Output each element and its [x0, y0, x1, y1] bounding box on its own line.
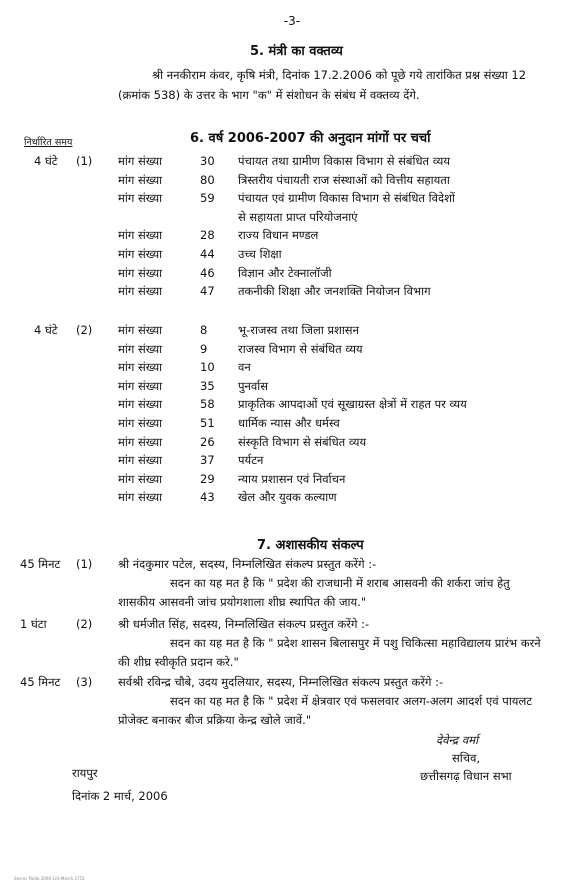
demand-label: मांग संख्या [118, 341, 163, 356]
demand-label: मांग संख्या [118, 247, 163, 261]
section5-line2: (क्रमांक 538) के उत्तर के भाग "क" में संशोधन के संबंध में वक्तव्य देंगे. [118, 88, 420, 102]
demand-number: 59 [200, 191, 215, 206]
resolution-text: सदन का यह मत है कि " प्रदेश में क्षेत्रवार एवं फसलवार अलग-अलग आदर्श एवं पायलट [170, 694, 533, 708]
demand-number: 58 [200, 397, 215, 412]
demand-description: उच्च शिक्षा [238, 247, 282, 261]
demand-number: 47 [200, 284, 215, 299]
resolution-number: (3) [76, 675, 93, 689]
demand-number: 8 [200, 323, 208, 337]
time-header: निर्धारित समय [24, 137, 73, 148]
demand-label: मांग संख्या [118, 360, 163, 375]
demand-number: 43 [200, 490, 215, 505]
demand-label: मांग संख्या [118, 191, 163, 206]
demand-description: त्रिस्तरीय पंचायती राज संस्थाओं को वित्तीय सहायता [238, 172, 450, 187]
section7-heading: 7. अशासकीय संकल्प [257, 538, 364, 553]
demand-label: मांग संख्या [118, 453, 163, 468]
section5-heading: 5. मंत्री का वक्तव्य [250, 44, 343, 59]
demand-number: 37 [200, 453, 215, 468]
demand-number: 28 [200, 228, 215, 243]
group-time: 4 घंटे [34, 323, 58, 337]
demand-label: मांग संख्या [118, 154, 163, 168]
signature-org: छत्तीसगढ़ विधान सभा [420, 769, 512, 783]
scan-note: Secrec Paida 2004 1c0-March 2753 [14, 876, 85, 881]
resolution-time: 45 मिनट [20, 675, 61, 689]
demand-description: संस्कृति विभाग से संबंधित व्यय [238, 434, 367, 449]
demand-description: धार्मिक न्यास और धर्मस्व [238, 416, 340, 430]
demand-number: 10 [200, 360, 215, 375]
resolution-time: 1 घंटा [20, 617, 47, 631]
demand-label: मांग संख्या [118, 490, 163, 505]
page-number: -3- [283, 14, 301, 28]
demand-number: 30 [200, 154, 215, 168]
footer-date: दिनांक 2 मार्च, 2006 [72, 789, 168, 803]
demand-description: प्राकृतिक आपदाओं एवं सूखाग्रस्त क्षेत्रों में राहत पर व्यय [238, 397, 467, 412]
demand-description: पंचायत तथा ग्रामीण विकास विभाग से संबंधित व्यय [238, 154, 451, 168]
demand-description: न्याय प्रशासन एवं निर्वाचन [238, 471, 346, 486]
group-time: 4 घंटे [34, 154, 58, 168]
demand-number: 51 [200, 416, 215, 430]
resolution-text: सदन का यह मत है कि " प्रदेश शासन बिलासपुर में पशु चिकित्सा महाविद्यालय प्रारंभ करने [170, 636, 541, 650]
demand-description: पर्यटन [238, 453, 264, 468]
demand-number: 46 [200, 265, 215, 280]
demand-number: 9 [200, 341, 208, 356]
resolution-text-cont: की शीघ्र स्वीकृति प्रदान करे." [118, 655, 239, 669]
demand-label: मांग संख्या [118, 323, 163, 337]
demand-label: मांग संख्या [118, 172, 163, 187]
demand-label: मांग संख्या [118, 228, 163, 243]
resolution-mover: श्री धर्मजीत सिंह, सदस्य, निम्नलिखित संकल्प प्रस्तुत करेंगे :- [118, 617, 370, 631]
demand-description-cont: से सहायता प्राप्त परियोजनाएं [238, 209, 358, 224]
resolution-number: (2) [76, 617, 93, 631]
resolution-number: (1) [76, 557, 93, 571]
resolution-time: 45 मिनट [20, 557, 61, 571]
demand-label: मांग संख्या [118, 378, 163, 393]
section5-line1: श्री ननकीराम कंवर, कृषि मंत्री, दिनांक 17.2.2006 को पूछे गये तारांकित प्रश्न संख्या 12 [152, 68, 527, 82]
section6-heading: 6. वर्ष 2006-2007 की अनुदान मांगों पर चर्चा [190, 131, 431, 146]
group-number: (1) [76, 154, 93, 168]
group-number: (2) [76, 323, 93, 337]
demand-number: 35 [200, 378, 215, 393]
demand-label: मांग संख्या [118, 265, 163, 280]
demand-description: पुनर्वास [238, 378, 269, 393]
demand-description: विज्ञान और टेक्नालॉजी [238, 265, 332, 280]
demand-description: खेल और युवक कल्याण [238, 490, 337, 505]
demand-label: मांग संख्या [118, 416, 163, 430]
demand-number: 44 [200, 247, 215, 261]
signature-name: देवेन्द्र वर्मा [436, 733, 479, 747]
signature-title: सचिव, [452, 751, 481, 765]
demand-number: 29 [200, 471, 215, 486]
demand-label: मांग संख्या [118, 434, 163, 449]
demand-label: मांग संख्या [118, 397, 163, 412]
demand-description: राजस्व विभाग से संबंधित व्यय [238, 341, 363, 356]
resolution-text-cont: शासकीय आसवनी जांच प्रयोगशाला शीघ्र स्थापित की जाय." [118, 595, 367, 609]
resolution-text: सदन का यह मत है कि " प्रदेश की राजधानी में शराब आसवनी की शर्करा जांच हेतु [170, 576, 510, 590]
demand-label: मांग संख्या [118, 284, 163, 299]
resolution-mover: सर्वश्री रविन्द्र चौबे, उदय मुदलियार, सदस्य, निम्नलिखित संकल्प प्रस्तुत करेंगे :- [118, 675, 444, 689]
demand-description: राज्य विधान मण्डल [238, 228, 319, 243]
resolution-text-cont: प्रोजेक्ट बनाकर बीज प्रक्रिया केन्द्र खोले जावें." [118, 713, 312, 727]
demand-description: तकनीकी शिक्षा और जनशक्ति नियोजन विभाग [238, 284, 431, 299]
demand-description: भू-राजस्व तथा जिला प्रशासन [238, 323, 359, 337]
demand-description: वन [238, 360, 251, 375]
footer-place: रायपुर [72, 766, 98, 780]
resolution-mover: श्री नंदकुमार पटेल, सदस्य, निम्नलिखित संकल्प प्रस्तुत करेंगे :- [118, 557, 377, 571]
demand-label: मांग संख्या [118, 471, 163, 486]
demand-number: 26 [200, 434, 215, 449]
demand-number: 80 [200, 172, 215, 187]
demand-description: पंचायत एवं ग्रामीण विकास विभाग से संबंधित विदेशों [238, 191, 455, 206]
